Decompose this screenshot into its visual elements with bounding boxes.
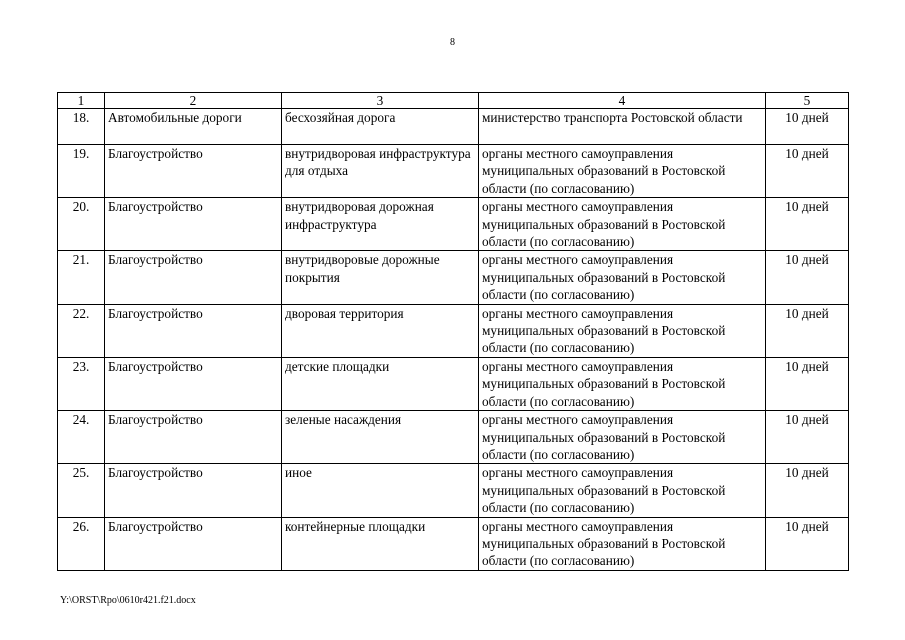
row-number: 24.	[58, 411, 105, 464]
row-subject: зеленые насаждения	[282, 411, 479, 464]
document-table	[57, 92, 849, 571]
row-category: Автомобильные дороги	[105, 109, 282, 145]
table-row	[58, 304, 849, 357]
footer-file-path: Y:\ORST\Rpo\0610r421.f21.docx	[60, 595, 196, 606]
row-term: 10 дней	[766, 464, 849, 517]
table-row	[58, 198, 849, 251]
row-authority: министерство транспорта Ростовской области	[479, 109, 766, 145]
row-term: 10 дней	[766, 517, 849, 570]
header-cell: 3	[282, 93, 479, 109]
table-header-row	[58, 93, 849, 109]
row-number: 25.	[58, 464, 105, 517]
row-number: 22.	[58, 304, 105, 357]
row-term: 10 дней	[766, 411, 849, 464]
row-term: 10 дней	[766, 198, 849, 251]
table-row	[58, 517, 849, 570]
header-cell: 1	[58, 93, 105, 109]
row-subject: контейнерные площадки	[282, 517, 479, 570]
row-term: 10 дней	[766, 109, 849, 145]
row-number: 18.	[58, 109, 105, 145]
header-cell: 5	[766, 93, 849, 109]
row-number: 23.	[58, 357, 105, 410]
row-authority: органы местного самоуправления муниципальных образований в Ростовской области (по согласованию)	[479, 357, 766, 410]
row-number: 19.	[58, 145, 105, 198]
row-category: Благоустройство	[105, 145, 282, 198]
row-subject: дворовая территория	[282, 304, 479, 357]
row-authority: органы местного самоуправления муниципальных образований в Ростовской области (по согласованию)	[479, 464, 766, 517]
row-subject: детские площадки	[282, 357, 479, 410]
row-category: Благоустройство	[105, 464, 282, 517]
row-subject: внутридворовая дорожная инфраструктура	[282, 198, 479, 251]
row-category: Благоустройство	[105, 517, 282, 570]
row-authority: органы местного самоуправления муниципальных образований в Ростовской области (по согласованию)	[479, 411, 766, 464]
page-number: 8	[450, 37, 455, 48]
row-category: Благоустройство	[105, 251, 282, 304]
row-authority: органы местного самоуправления муниципальных образований в Ростовской области (по согласованию)	[479, 251, 766, 304]
row-term: 10 дней	[766, 357, 849, 410]
row-authority: органы местного самоуправления муниципальных образований в Ростовской области (по согласованию)	[479, 198, 766, 251]
header-cell: 4	[479, 93, 766, 109]
row-category: Благоустройство	[105, 198, 282, 251]
row-term: 10 дней	[766, 145, 849, 198]
row-subject: внутридворовая инфраструктура для отдыха	[282, 145, 479, 198]
row-number: 26.	[58, 517, 105, 570]
row-authority: органы местного самоуправления муниципальных образований в Ростовской области (по согласованию)	[479, 304, 766, 357]
row-subject: бесхозяйная дорога	[282, 109, 479, 145]
table-row	[58, 357, 849, 410]
row-term: 10 дней	[766, 251, 849, 304]
table-row	[58, 145, 849, 198]
row-authority: органы местного самоуправления муниципальных образований в Ростовской области (по согласованию)	[479, 145, 766, 198]
row-category: Благоустройство	[105, 304, 282, 357]
row-authority: органы местного самоуправления муниципальных образований в Ростовской области (по согласованию)	[479, 517, 766, 570]
row-term: 10 дней	[766, 304, 849, 357]
table-row	[58, 251, 849, 304]
row-number: 20.	[58, 198, 105, 251]
row-number: 21.	[58, 251, 105, 304]
table-row	[58, 109, 849, 145]
table-row	[58, 464, 849, 517]
table-row	[58, 411, 849, 464]
row-category: Благоустройство	[105, 411, 282, 464]
header-cell: 2	[105, 93, 282, 109]
row-category: Благоустройство	[105, 357, 282, 410]
row-subject: иное	[282, 464, 479, 517]
row-subject: внутридворовые дорожные покрытия	[282, 251, 479, 304]
